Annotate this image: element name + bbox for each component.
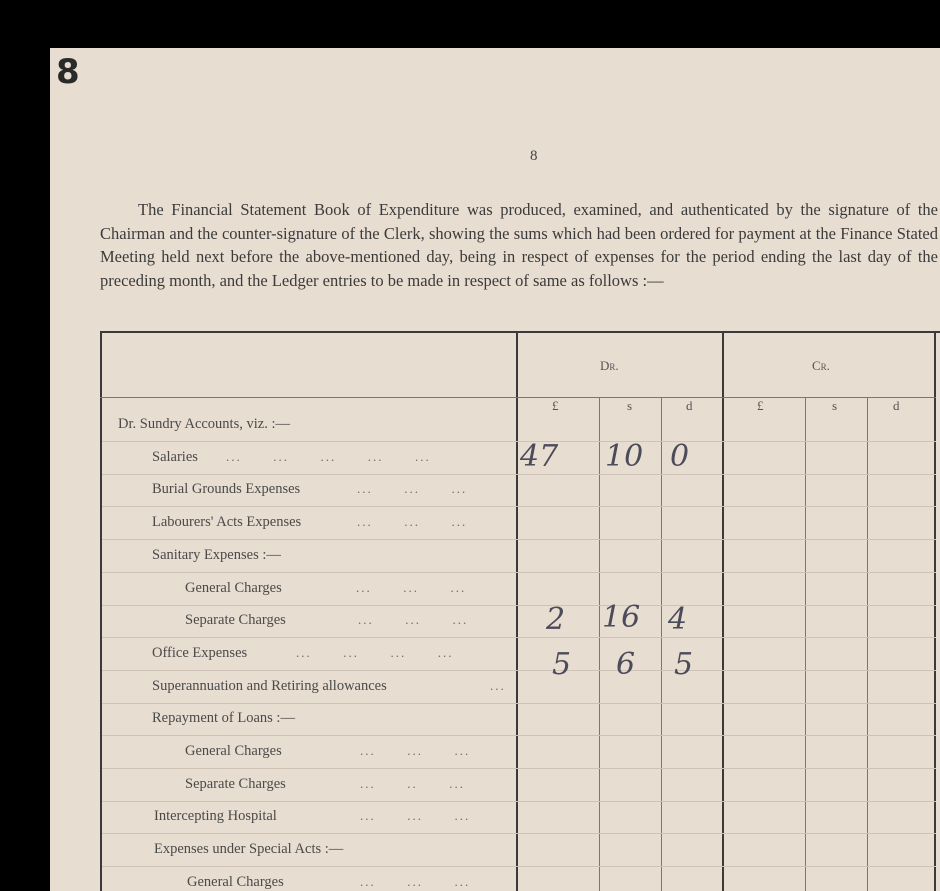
row-label: Dr. Sundry Accounts, viz. :— bbox=[118, 416, 290, 432]
dr-d-rule bbox=[661, 398, 662, 891]
table-right-rule bbox=[934, 332, 936, 891]
handwritten-pounds: 2 bbox=[546, 602, 566, 638]
dr-left-rule bbox=[516, 332, 518, 891]
intro-paragraph: The Financial Statement Book of Expenditure was produced, examined, and authenticated by the signature of the Chairman and the counter-signature of the Clerk, showing the sums which had been ordered for payment at the Finance Stated Meeting held next before the above-mentioned day, being in respect of expenses for the period ending the last day of the preceding month, and the Ledger entries to be made in respect of same as follows :— bbox=[100, 200, 938, 290]
row-leader-dots: ... ... ... bbox=[358, 612, 469, 628]
row-rule bbox=[102, 735, 936, 736]
row-label: Labourers' Acts Expenses bbox=[152, 514, 302, 531]
dr-header: Dr. bbox=[600, 358, 619, 373]
handwritten-pounds: 47 bbox=[520, 438, 559, 474]
row-rule bbox=[102, 670, 936, 671]
row-rule bbox=[102, 605, 936, 606]
handwritten-pence: 4 bbox=[668, 602, 688, 638]
dr-cr-divider bbox=[722, 332, 724, 891]
row-label: Expenses under Special Acts :— bbox=[154, 841, 344, 858]
row-label: Intercepting Hospital bbox=[154, 808, 277, 825]
row-label: Repayment of Loans :— bbox=[152, 710, 295, 727]
row-label: Sanitary Expenses :— bbox=[152, 546, 281, 563]
handwritten-shillings: 6 bbox=[616, 646, 636, 682]
page-number: 8 bbox=[530, 148, 538, 164]
cr-s-rule bbox=[805, 398, 806, 891]
row-label: Separate Charges bbox=[185, 775, 286, 792]
cr-pence-header: d bbox=[893, 398, 900, 413]
row-leader-dots: ... ... ... bbox=[357, 481, 468, 497]
row-rule bbox=[102, 801, 936, 802]
row-rule bbox=[102, 474, 936, 475]
row-label: Salaries bbox=[152, 448, 198, 465]
row-label: Separate Charges bbox=[185, 612, 286, 629]
row-rule bbox=[102, 539, 936, 540]
dr-pence-header: d bbox=[686, 398, 693, 413]
cr-shillings-header: s bbox=[832, 398, 838, 413]
corner-page-number: 8 bbox=[56, 52, 80, 92]
row-rule bbox=[102, 572, 936, 573]
handwritten-pence: 5 bbox=[674, 646, 694, 682]
ledger-page bbox=[50, 48, 940, 891]
row-label: Superannuation and Retiring allowances bbox=[152, 677, 387, 694]
cr-d-rule bbox=[867, 398, 868, 891]
row-rule bbox=[102, 506, 936, 507]
dr-shillings-header: s bbox=[627, 398, 633, 413]
row-leader-dots: ... ... ... bbox=[360, 808, 471, 824]
handwritten-pounds: 5 bbox=[552, 646, 572, 682]
row-leader-dots: ... ... ... ... bbox=[296, 644, 454, 660]
row-rule bbox=[102, 866, 936, 867]
table-top-rule bbox=[100, 331, 940, 333]
row-rule bbox=[102, 441, 936, 442]
header-bottom-rule bbox=[100, 397, 936, 398]
dr-s-rule bbox=[599, 398, 600, 891]
cr-header: Cr. bbox=[812, 358, 830, 373]
row-label: Burial Grounds Expenses bbox=[152, 481, 301, 498]
row-leader-dots: ... ... ... bbox=[360, 873, 471, 889]
handwritten-pence: 0 bbox=[670, 438, 690, 474]
row-label: Office Expenses bbox=[152, 644, 248, 661]
row-leader-dots: ... ... ... bbox=[356, 579, 467, 595]
dr-pounds-header: £ bbox=[552, 398, 559, 413]
row-rule bbox=[102, 637, 936, 638]
row-leader-dots: ... ... ... ... ... bbox=[226, 448, 431, 464]
cr-pounds-header: £ bbox=[757, 398, 764, 413]
row-label: General Charges bbox=[185, 579, 282, 596]
row-rule bbox=[102, 768, 936, 769]
table-left-rule bbox=[100, 332, 102, 891]
row-leader-dots: ... .. ... bbox=[360, 775, 465, 791]
row-rule bbox=[102, 703, 936, 704]
row-label: General Charges bbox=[185, 743, 282, 759]
row-label: General Charges bbox=[187, 873, 284, 890]
row-leader-dots: ... ... ... bbox=[360, 743, 471, 758]
handwritten-shillings: 16 bbox=[602, 600, 641, 636]
handwritten-shillings: 10 bbox=[605, 438, 644, 474]
row-rule bbox=[102, 833, 936, 834]
row-leader-dots: ... bbox=[490, 677, 506, 693]
row-leader-dots: ... ... ... bbox=[357, 514, 468, 530]
